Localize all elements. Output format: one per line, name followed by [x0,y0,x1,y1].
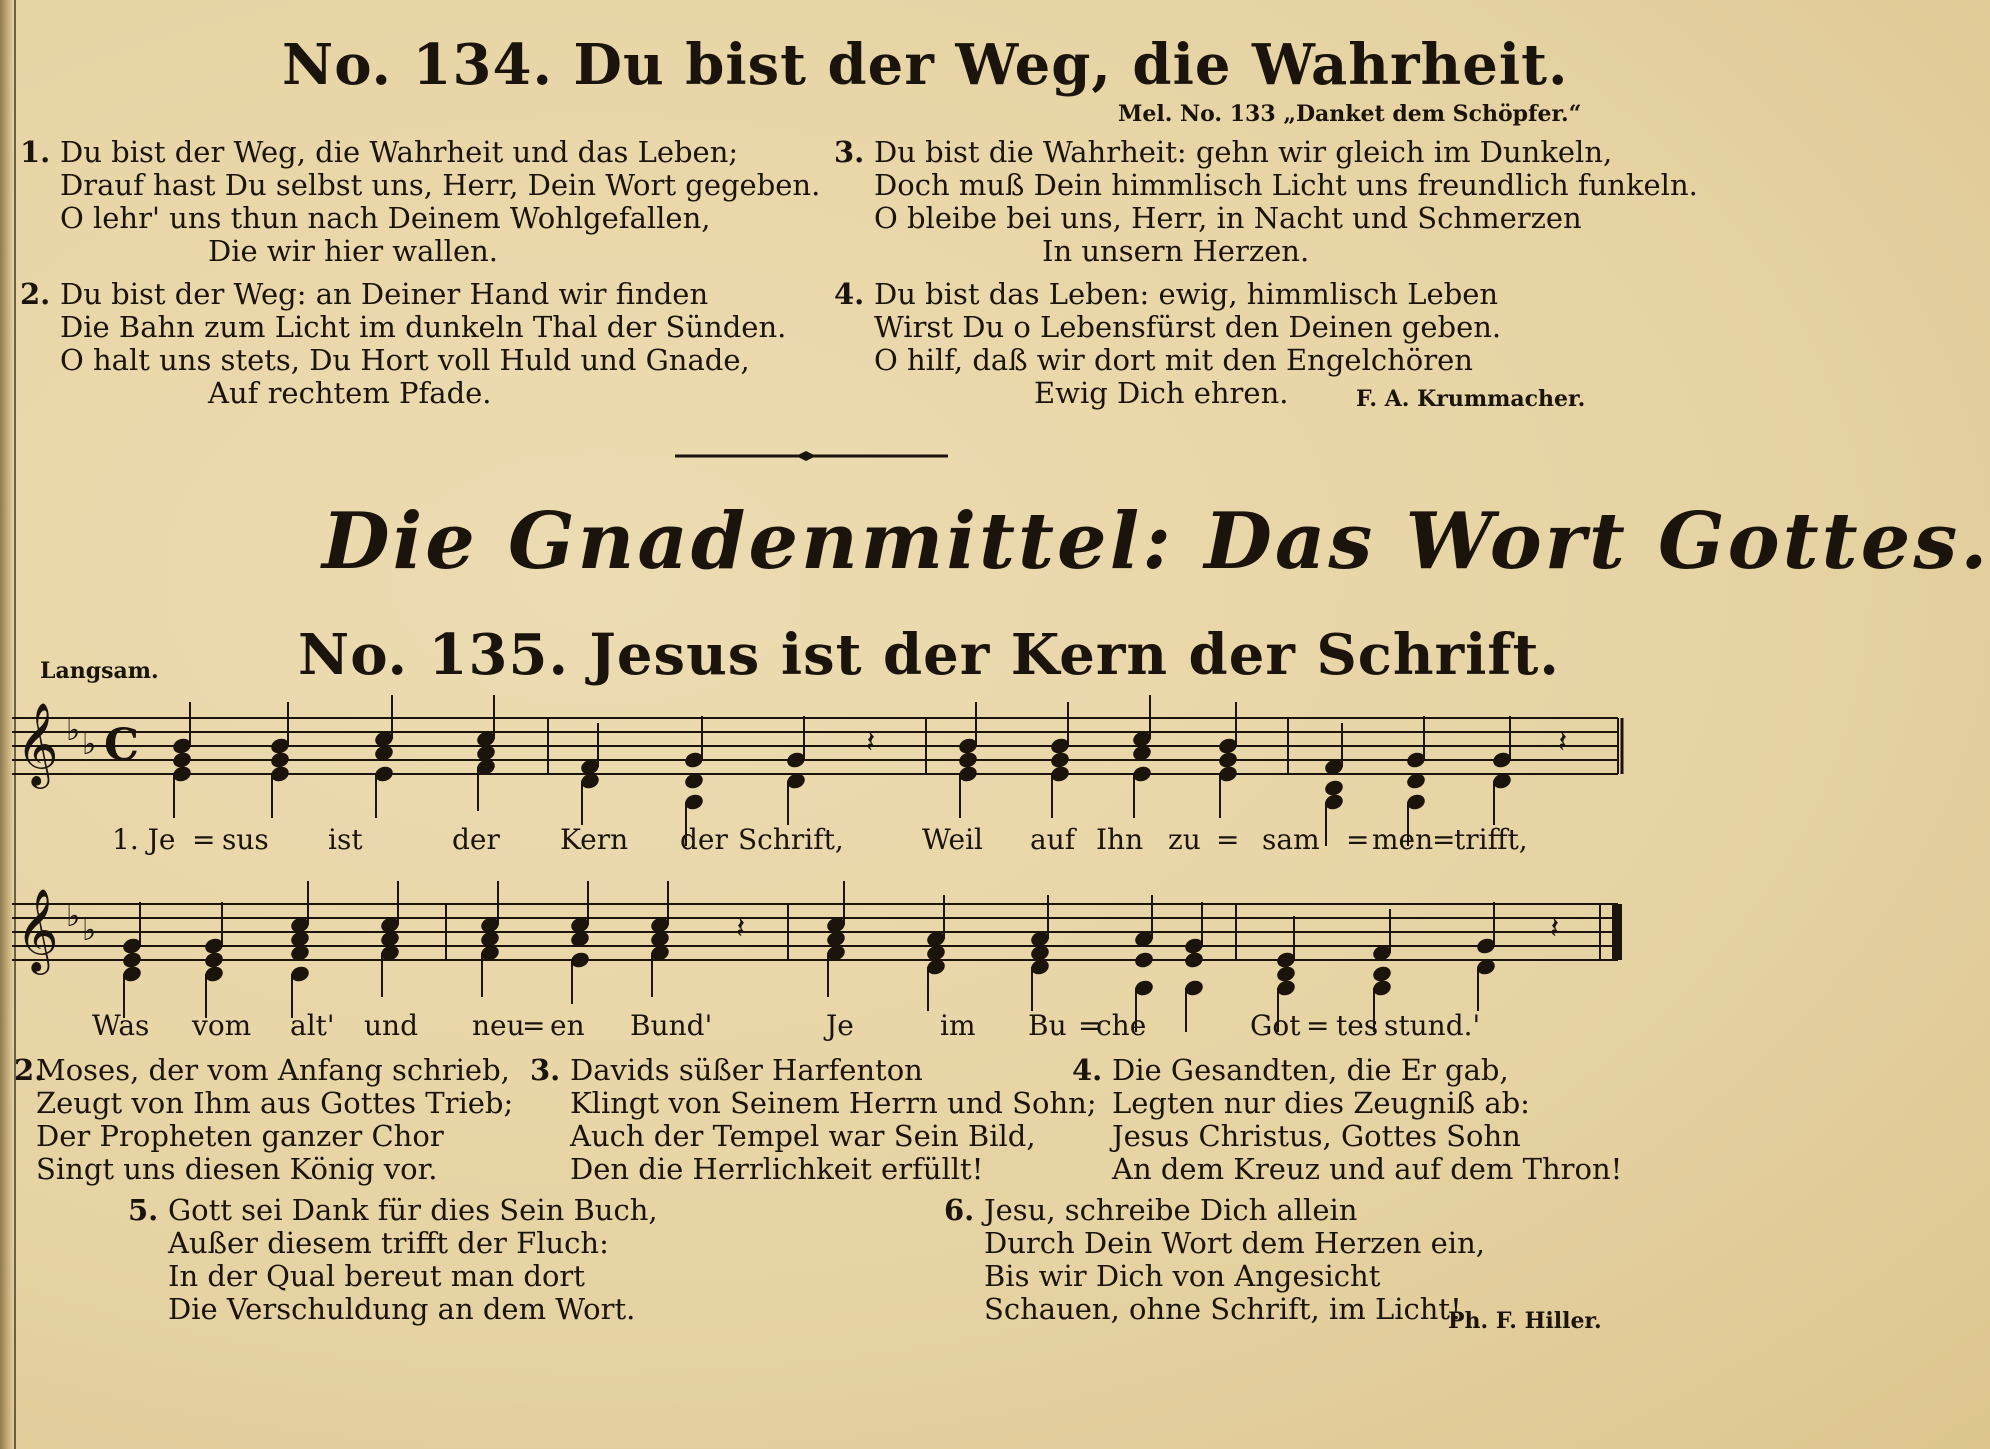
note-head [649,915,671,934]
note-head [1405,750,1427,769]
verse-number: 4. [834,277,865,311]
note-head [569,950,591,969]
note-head [957,764,979,783]
verse-line: Die wir hier wallen. [208,234,498,268]
note-head [479,943,501,962]
note-head [1131,764,1153,783]
note-head [379,943,401,962]
flat-sign: ♭ [66,713,81,748]
note-head [203,964,225,983]
note-head [269,750,291,769]
verse-line: Doch muß Dein himmlisch Licht uns freundlich funkeln. [874,168,1698,202]
note-head [1491,771,1513,790]
note-head [1475,936,1497,955]
note-head [785,750,807,769]
verse-line: Legten nur dies Zeugniß ab: [1112,1086,1530,1120]
note-head [649,943,671,962]
note-head [825,929,847,948]
verse-line: Ewig Dich ehren. [1034,376,1289,410]
verse-line: Klingt von Seinem Herrn und Sohn; [570,1086,1097,1120]
verse-line: Die Verschuldung an dem Wort. [168,1292,636,1326]
lyric-syllable: Kern [560,823,629,856]
note-head [569,929,591,948]
hymn-134-title: No. 134. Du bist der Weg, die Wahrheit. [282,32,1569,98]
lyric-syllable: = [1346,823,1370,856]
note-head [203,950,225,969]
rest-symbol: 𝄽 [736,911,746,946]
note-head [203,936,225,955]
rest-symbol: 𝄽 [1558,725,1568,760]
lyric-syllable: Je [826,1009,854,1042]
verse-number: 1. [20,135,51,169]
note-head [475,757,497,776]
lyric-syllable: 1. Je [112,823,176,856]
note-head [289,964,311,983]
hymn-135-verse-5 [128,1194,658,1326]
note-head [1405,771,1427,790]
verse-line: In der Qual bereut man dort [168,1259,585,1293]
lyric-syllable: Ihn [1096,823,1144,856]
flat-sign: ♭ [66,899,81,934]
note-head [569,915,591,934]
lyric-syllable: = [522,1009,546,1042]
hymn-135-author: Ph. F. Hiller. [1448,1308,1602,1334]
note-head [1217,750,1239,769]
lyric-syllable: Got [1250,1009,1301,1042]
lyric-syllable: tes [1336,1009,1379,1042]
ornamental-divider [675,451,948,461]
note-head [1323,757,1345,776]
note-head [1183,978,1205,997]
verse-line: Außer diesem trifft der Fluch: [168,1226,609,1260]
rest-symbol: 𝄽 [866,725,876,760]
note-head [269,736,291,755]
lyric-syllable: alt' [290,1009,335,1042]
lyric-syllable: stund.' [1384,1009,1481,1042]
lyric-syllable: Bu [1028,1009,1067,1042]
rest-symbol: 𝄽 [1550,911,1560,946]
hymn-135-verse-3 [530,1054,1097,1186]
section-title: Die Gnadenmittel: Das Wort Gottes. [322,496,1990,587]
note-head [1131,729,1153,748]
note-head [925,943,947,962]
verse-line: Du bist der Weg, die Wahrheit und das Leben; [60,135,739,169]
note-head [289,915,311,934]
note-head [649,929,671,948]
lyric-syllable: zu [1168,823,1201,856]
note-head [579,757,601,776]
verse-line: Singt uns diesen König vor. [36,1152,438,1186]
lyric-syllable: trifft, [1454,823,1528,856]
note-head [269,764,291,783]
verse-number: 5. [128,1193,159,1227]
note-head [825,915,847,934]
lyric-syllable: Weil [922,823,983,856]
verse-line: Den die Herrlichkeit erfüllt! [570,1152,984,1186]
note-head [683,771,705,790]
treble-clef: 𝄞 [16,887,59,971]
note-head [289,929,311,948]
note-head [925,957,947,976]
note-head [1275,964,1297,983]
lyric-syllable: auf [1030,823,1076,856]
note-head [479,915,501,934]
verse-number: 2. [14,1053,45,1087]
verse-number: 3. [530,1053,561,1087]
note-head [121,950,143,969]
hymn-135-title: No. 135. Jesus ist der Kern der Schrift. [298,622,1560,688]
note-head [1049,750,1071,769]
hymn-135-verse-6 [944,1194,1485,1326]
tempo-marking: Langsam. [40,658,159,684]
lyric-syllable: Schrift, [738,823,844,856]
verse-line: In unsern Herzen. [1042,234,1310,268]
treble-clef: 𝄞 [16,701,59,785]
time-signature: C [104,720,140,771]
note-head [1475,957,1497,976]
verse-line: Auch der Tempel war Sein Bild, [570,1119,1036,1153]
note-head [1405,792,1427,811]
lyric-syllable: im [940,1009,976,1042]
note-head [1323,792,1345,811]
hymn-135-verse-4 [1072,1054,1622,1186]
lyric-syllable: neu [472,1009,525,1042]
note-head [475,729,497,748]
lyric-syllable: der [452,823,500,856]
lyric-syllable: che [1096,1009,1147,1042]
flat-sign: ♭ [82,727,97,762]
note-head [1133,929,1155,948]
verse-line: Jesu, schreibe Dich allein [984,1193,1358,1227]
hymn-134-verse-1 [20,136,820,268]
verse-number: 4. [1072,1053,1103,1087]
note-head [1049,736,1071,755]
lyric-syllable: = [192,823,216,856]
verse-number: 3. [834,135,865,169]
verse-line: Moses, der vom Anfang schrieb, [36,1053,510,1087]
lyric-syllable: men [1372,823,1434,856]
note-head [121,936,143,955]
verse-line: Schauen, ohne Schrift, im Licht! [984,1292,1462,1326]
hymn-134-verse-2 [20,278,786,410]
hymn-134-author: F. A. Krummacher. [1356,386,1586,412]
lyric-syllable: der [680,823,728,856]
verse-line: Drauf hast Du selbst uns, Herr, Dein Wort gegeben. [60,168,821,202]
flat-sign: ♭ [82,913,97,948]
note-head [1131,743,1153,762]
verse-number: 2. [20,277,51,311]
lyric-syllable: = [1216,823,1240,856]
note-head [1133,950,1155,969]
hymn-134-verse-3 [834,136,1698,268]
note-head [1371,964,1393,983]
note-head [1491,750,1513,769]
lyric-syllable: Was [92,1009,150,1042]
verse-line: Jesus Christus, Gottes Sohn [1112,1119,1521,1153]
binding-edge [14,0,16,1449]
verse-number: 6. [944,1193,975,1227]
lyric-syllable: = [1432,823,1456,856]
hymn-135-verse-2 [14,1054,513,1186]
note-head [1183,936,1205,955]
lyric-syllable: und [364,1009,418,1042]
note-head [373,729,395,748]
verse-line: O hilf, daß wir dort mit den Engelchören [874,343,1473,377]
lyric-syllable: = [1078,1009,1102,1042]
lyric-syllable: en [550,1009,585,1042]
note-head [957,750,979,769]
note-head [1371,978,1393,997]
note-head [373,764,395,783]
page-gutter [0,0,14,1449]
verse-line: An dem Kreuz und auf dem Thron! [1112,1152,1623,1186]
lyric-syllable: vom [192,1009,252,1042]
note-head [379,915,401,934]
note-head [1217,736,1239,755]
lyric-syllable: sus [222,823,269,856]
note-head [1275,978,1297,997]
hymn-134-melody: Mel. No. 133 „Danket dem Schöpfer.“ [1118,101,1582,127]
verse-line: O halt uns stets, Du Hort voll Huld und Gnade, [60,343,750,377]
note-head [1133,978,1155,997]
note-head [1323,778,1345,797]
verse-line: Die Bahn zum Licht im dunkeln Thal der Sünden. [60,310,787,344]
note-head [479,929,501,948]
note-head [289,943,311,962]
verse-line: Bis wir Dich von Angesicht [984,1259,1381,1293]
note-head [171,750,193,769]
note-head [121,964,143,983]
lyric-syllable: sam [1262,823,1320,856]
note-head [1217,764,1239,783]
note-head [785,771,807,790]
verse-line: Auf rechtem Pfade. [208,376,492,410]
note-head [379,929,401,948]
lyric-syllable: = [1306,1009,1330,1042]
note-head [1029,943,1051,962]
verse-line: Zeugt von Ihm aus Gottes Trieb; [36,1086,514,1120]
verse-line: Du bist die Wahrheit: gehn wir gleich im Dunkeln, [874,135,1613,169]
note-head [925,929,947,948]
verse-line: Du bist der Weg: an Deiner Hand wir finden [60,277,709,311]
note-head [1029,929,1051,948]
verse-line: Wirst Du o Lebensfürst den Deinen geben. [874,310,1502,344]
note-head [1275,950,1297,969]
note-head [171,764,193,783]
note-head [1371,943,1393,962]
verse-line: Durch Dein Wort dem Herzen ein, [984,1226,1485,1260]
note-head [373,743,395,762]
verse-line: O lehr' uns thun nach Deinem Wohlgefallen, [60,201,711,235]
note-head [579,771,601,790]
note-head [825,943,847,962]
lyric-syllable: Bund' [630,1009,713,1042]
note-head [683,792,705,811]
verse-line: Du bist das Leben: ewig, himmlisch Leben [874,277,1499,311]
note-head [1183,950,1205,969]
note-head [1029,957,1051,976]
verse-line: Gott sei Dank für dies Sein Buch, [168,1193,658,1227]
note-head [957,736,979,755]
verse-line: O bleibe bei uns, Herr, in Nacht und Schmerzen [874,201,1582,235]
note-head [171,736,193,755]
lyric-syllable: ist [328,823,363,856]
note-head [475,743,497,762]
music-staves [12,695,1622,1032]
verse-line: Die Gesandten, die Er gab, [1112,1053,1509,1087]
verse-line: Der Propheten ganzer Chor [36,1119,444,1153]
verse-line: Davids süßer Harfenton [570,1053,923,1087]
final-barline [1612,904,1622,960]
note-head [683,750,705,769]
note-head [1049,764,1071,783]
